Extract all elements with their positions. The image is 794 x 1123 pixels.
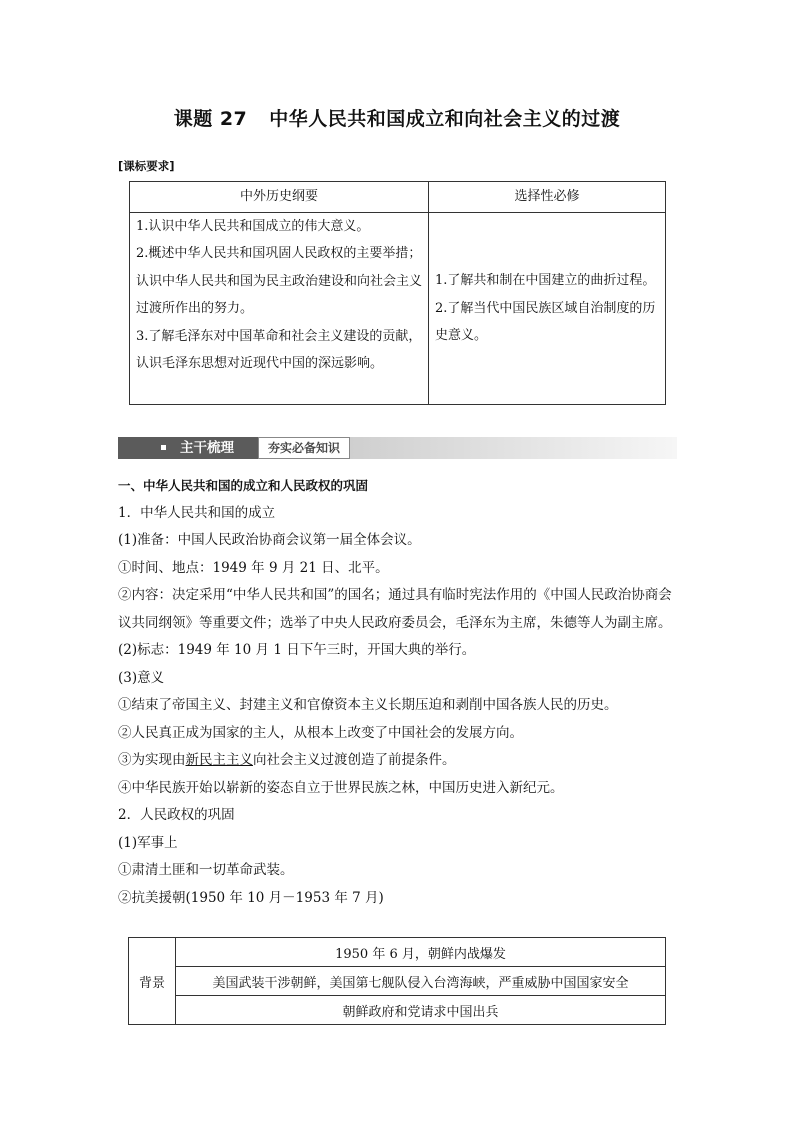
banner-title: 主干梳理 [180,440,234,456]
curriculum-label: [课标要求] [118,159,175,173]
banner-subtitle: 夯实必备知识 [268,441,341,455]
subsection-heading: 1．中华人民共和国的成立 [118,504,276,521]
requirement-item: 2.概述中华人民共和国巩固人民政权的主要举措；认识中华人民共和国为民主政治建设和向社会主义过渡所作出的努力。 [136,246,423,317]
lesson-title: 中华人民共和国成立和向社会主义的过渡 [269,108,621,130]
paragraph: ②人民真正成为国家的主人，从根本上改变了中国社会的发展方向。 [118,724,523,741]
table-header: 选择性必修 [429,182,666,213]
paragraph: (1)准备：中国人民政治协商会议第一届全体会议。 [118,532,421,548]
text-span: 向社会主义过渡创造了前提条件。 [253,752,456,768]
table-header: 中外历史纲要 [130,182,429,213]
paragraph: (2)标志：1949 年 10 月 1 日下午三时，开国大典的举行。 [118,642,476,658]
requirement-item: 3.了解毛泽东对中国革命和社会主义建设的贡献，认识毛泽东思想对近现代中国的深远影响。 [136,328,422,372]
table-cell: 朝鲜政府和党请求中国出兵 [176,996,666,1025]
table-cell: 1950 年 6 月，朝鲜内战爆发 [176,938,666,967]
paragraph: ②抗美援朝(1950 年 10 月－1953 年 7 月) [118,889,384,906]
table-cell [429,213,666,405]
subsection-heading: 2．人民政权的巩固 [118,807,235,823]
paragraph: ①肃清土匪和一切革命武装。 [118,862,294,878]
square-bullet-icon [161,445,166,450]
curriculum-table [129,181,666,405]
background-label: 背景 [129,938,176,1025]
paragraph: ④中华民族开始以崭新的姿态自立于世界民族之林，中国历史进入新纪元。 [118,779,564,796]
paragraph: ②内容：决定采用“中华人民共和国”的国名；通过具有临时宪法作用的《中国人民政治协商会议共同纲领》等重要文件；选举了中央人民政府委员会，毛泽东为主席，朱德等人为副主席。 [118,587,672,631]
lesson-number: 课题 27 [173,108,248,130]
table-cell: 美国武装干涉朝鲜，美国第七舰队侵入台湾海峡，严重威胁中国国家安全 [176,967,666,996]
paragraph: (1)军事上 [118,834,178,851]
section-heading: 一、中华人民共和国的成立和人民政权的巩固 [118,478,369,493]
paragraph: ①时间、地点：1949 年 9 月 21 日、北平。 [118,559,389,576]
requirement-item: 2.了解当代中国民族区域自治制度的历史意义。 [435,300,656,344]
underlined-term: 新民主主义 [185,752,253,768]
main-content [118,472,680,912]
paragraph: (3)意义 [118,669,165,686]
requirement-item: 1.认识中华人民共和国成立的伟大意义。 [136,219,370,234]
text-span: ③为实现由 [118,752,186,768]
page-title [0,104,794,131]
requirement-item: 1.了解共和制在中国建立的曲折过程。 [435,273,656,289]
background-table [128,937,666,1025]
paragraph [118,747,680,775]
table-cell [130,213,429,405]
section-banner [118,437,677,459]
paragraph: ①结束了帝国主义、封建主义和官僚资本主义长期压迫和剥削中国各族人民的历史。 [118,697,618,713]
